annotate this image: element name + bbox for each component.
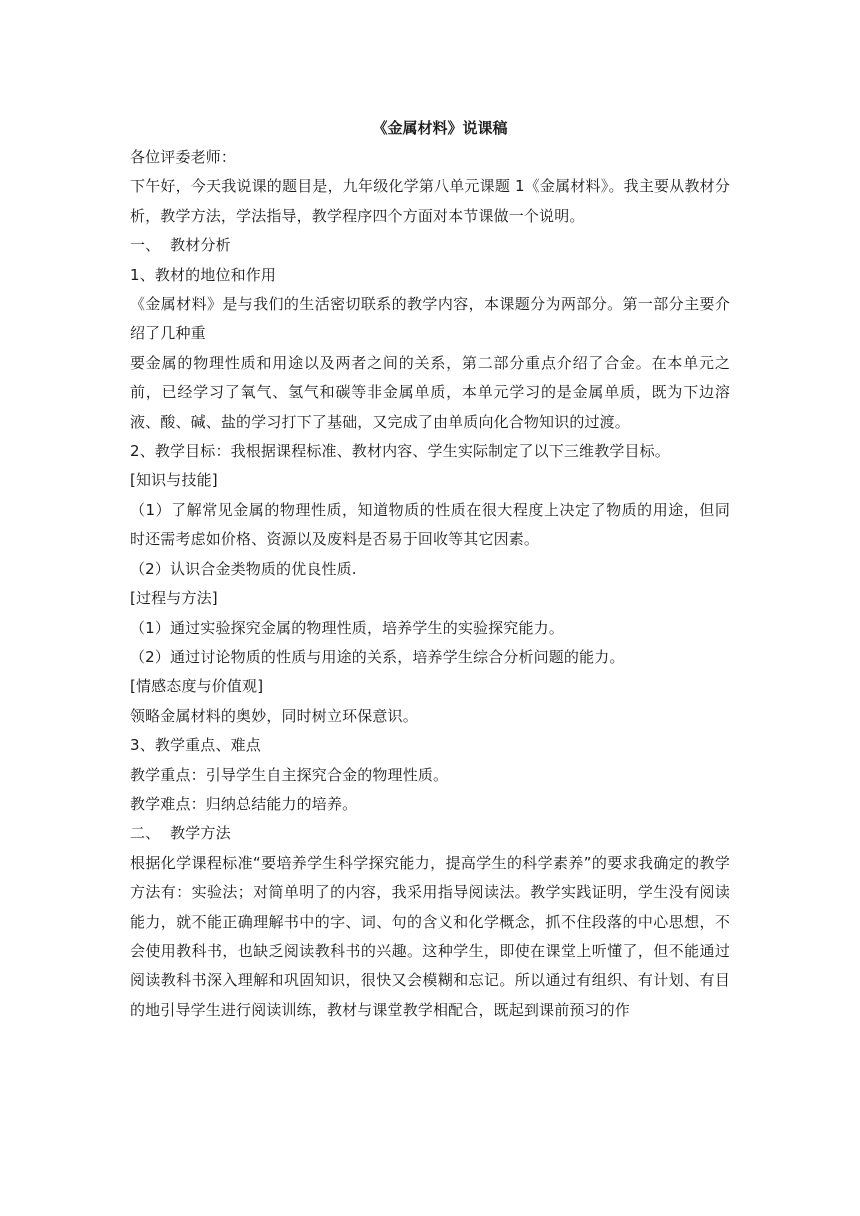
- goal-item: （1）通过实验探究金属的物理性质，培养学生的实验探究能力。: [130, 618, 564, 637]
- method-paragraph: 根据化学课程标准“要培养学生科学探究能力，提高学生的科学素养”的要求我确定的教学方法有：实验法；对简单明了的内容，我采用指导阅读法。教学实践证明，学生没有阅读能力，就不能正确理解书中的字、词、句的含义和化学概念，抓不住段落的中心思想，不会使用教科书，也缺乏阅读教科书的兴趣。这种学生，即使在课堂上听懂了，但不能通过阅读教科书深入理解和巩固知识，很快又会模糊和忘记。所以通过有组织、有计划、有目的地引导学生进行阅读训练，教材与课堂教学相配合，既起到课前预习的作: [130, 853, 730, 1019]
- intro-paragraph: 下午好，今天我说课的题目是，九年级化学第八单元课题 1《金属材料》。我主要从教材分析，教学方法，学法指导，教学程序四个方面对本节课做一个说明。: [130, 177, 730, 225]
- section-heading-2: 二、 教学方法: [130, 824, 231, 843]
- subheading-key-points: 3、教学重点、难点: [130, 736, 261, 755]
- material-paragraph-1: 《金属材料》是与我们的生活密切联系的教学内容，本课题分为两部分。第一部分主要介绍了几种重: [130, 295, 730, 343]
- section-heading-1: 一、 教材分析: [130, 236, 231, 255]
- goal-category-process: [过程与方法]: [130, 589, 218, 608]
- subheading-goals: 2、教学目标：我根据课程标准、教材内容、学生实际制定了以下三维教学目标。: [130, 442, 670, 461]
- material-paragraph-2: 要金属的物理性质和用途以及两者之间的关系，第二部分重点介绍了合金。在本单元之前，已经学习了氧气、氢气和碳等非金属单质，本单元学习的是金属单质，既为下边溶液、酸、碱、盐的学习打下了基础，又完成了由单质向化合物知识的过渡。: [130, 353, 730, 431]
- goal-category-emotion: [情感态度与价值观]: [130, 677, 264, 696]
- subheading-role: 1、教材的地位和作用: [130, 265, 277, 284]
- goal-category-knowledge: [知识与技能]: [130, 471, 218, 490]
- goal-item: （1）了解常见金属的物理性质，知道物质的性质在很大程度上决定了物质的用途，但同时还需考虑如价格、资源以及废料是否易于回收等其它因素。: [130, 500, 730, 549]
- document-title: 《金属材料》说课稿: [372, 119, 508, 137]
- goal-item: 领略金属材料的奥妙，同时树立环保意识。: [130, 706, 418, 725]
- goal-item: （2）认识合金类物质的优良性质.: [130, 559, 357, 578]
- goal-item: （2）通过讨论物质的性质与用途的关系，培养学生综合分析问题的能力。: [130, 647, 625, 666]
- document-page: [130, 113, 730, 1025]
- greeting: 各位评委老师：: [130, 148, 237, 166]
- key-point: 教学重点：引导学生自主探究合金的物理性质。: [130, 765, 449, 784]
- difficult-point: 教学难点：归纳总结能力的培养。: [130, 794, 358, 813]
